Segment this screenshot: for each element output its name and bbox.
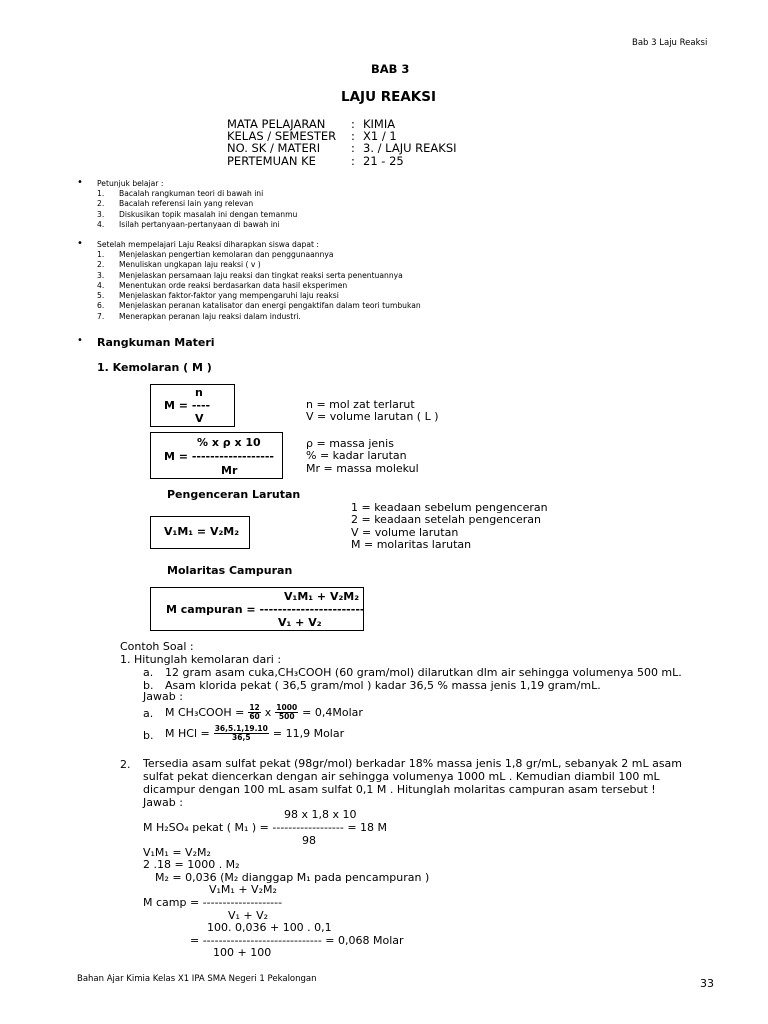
formula-lhs: M = ------------------ [164,450,274,463]
list-item: 2. Menuliskan ungkapan laju reaksi ( v ) [97,260,261,270]
answer-a-label: a. [143,707,154,720]
answer-b-label: b. [143,729,154,742]
info-block [227,117,527,166]
bullet-icon: • [77,335,83,346]
calc6-numerator: 100. 0,036 + 100 . 0,1 [207,921,332,934]
q1b-text: Asam klorida pekat ( 36,5 gram/mol ) kadar 36,5 % massa jenis 1,19 gram/mL. [165,679,601,692]
bullet-icon: • [77,238,83,249]
question-line: dicampur dengan 100 mL asam sulfat 0,1 M . Hitunglah molaritas campuran asam tersebut ! [143,782,656,796]
calc1-numerator: 98 x 1,8 x 10 [284,808,357,821]
bullet-icon: • [77,177,83,188]
fraction: $\frac{12}{60}$ [249,703,260,721]
formula-box-mixture [150,587,364,631]
question-line: sulfat pekat diencerkan dengan air sehingga volumenya 1000 mL . Kemudian diambil 100 mL [143,769,660,783]
list-item: 6. Menjelaskan peranan katalisator dan energi pengaktifan dalam teori tumbukan [97,301,421,311]
list-item: 2. Bacalah referensi lain yang relevan [97,199,254,209]
formula-numerator: % x ρ x 10 [197,436,261,449]
calc1-denominator: 98 [302,834,316,847]
legend-item: V = volume larutan [351,525,459,539]
formula-numerator: V₁M₁ + V₂M₂ [284,590,360,603]
question-2-text [143,758,682,796]
rangkuman-heading: Rangkuman Materi [97,336,215,349]
legend-item: 2 = keadaan setelah pengenceran [351,513,541,527]
info-row: MATA PELAJARAN : KIMIA [227,117,396,131]
fraction: $\frac{1000}{500}$ [276,703,298,721]
contoh-heading: Contoh Soal : [120,640,194,653]
legend-item: 1 = keadaan sebelum pengenceran [351,501,548,514]
answer-b [165,725,344,742]
q1a-text: 12 gram asam cuka,CH₃COOH (60 gram/mol) dilarutkan dlm air sehingga volumenya 500 mL. [165,666,682,679]
page-number: 33 [700,977,714,990]
info-row: KELAS / SEMESTER : X1 / 1 [227,129,397,144]
list-item: 4. Isilah pertanyaan-pertanyaan di bawah ini [97,219,280,229]
legend-item: n = mol zat terlarut [306,398,415,411]
formula-box-dilution [150,516,250,549]
list-item: 5. Menjelaskan faktor-faktor yang mempengaruhi laju reaksi [97,291,339,301]
answer-a [165,704,363,721]
info-row: PERTEMUAN KE : 21 - 25 [227,153,404,168]
formula-lhs: M campuran = ----------------------- [166,603,365,616]
answer-b-lhs: M HCl = [165,727,210,740]
formula-denominator: V₁ + V₂ [278,616,322,629]
calc5-numerator: V₁M₁ + V₂M₂ [209,883,277,896]
question-1: 1. Hitunglah kemolaran dari : [120,653,282,666]
calc6-lhs: = ------------------------------ = 0,068 Molar [190,934,404,947]
formula-denominator: Mr [221,464,238,477]
answer-a-lhs: M CH₃COOH = [165,706,245,719]
calc5-lhs: M camp = -------------------- [143,896,283,909]
legend-item: Mr = massa molekul [306,461,419,475]
formula-box-density [150,432,283,479]
formula-box-molarity [150,384,235,427]
kemolaran-heading: 1. Kemolaran ( M ) [97,361,212,374]
jawab-label: Jawab : [143,796,183,809]
question-line: Tersedia asam sulfat pekat (98gr/mol) berkadar 18% massa jenis 1,8 gr/mL, sebanyak 2 mL asam [143,757,683,770]
calc1-lhs: M H₂SO₄ pekat ( M₁ ) = ------------------ = 18 M [143,821,388,834]
info-row: NO. SK / MATERI : 3. / LAJU REAKSI [227,141,457,156]
list-item: 7. Menerapkan peranan laju reaksi dalam industri. [97,311,301,321]
fraction: $\frac{36,5.1,19.10}{36,5}$ [214,724,268,742]
running-header: Bab 3 Laju Reaksi [632,38,708,48]
calc5-denominator: V₁ + V₂ [228,909,269,922]
tujuan-list [97,250,547,322]
calc3: 2 .18 = 1000 . M₂ [143,858,240,871]
footer-text: Bahan Ajar Kimia Kelas X1 IPA SMA Negeri 1 Pekalongan [77,974,317,984]
formula-denominator: V [195,412,204,425]
chapter-number: BAB 3 [371,62,410,76]
formula-numerator: n [195,386,203,399]
petunjuk-heading: Petunjuk belajar : [97,179,164,188]
calc6-denominator: 100 + 100 [213,946,272,959]
jawab-label: Jawab : [143,690,183,703]
list-item: 1. Menjelaskan pengertian kemolaran dan penggunaannya [97,250,334,259]
petunjuk-list [97,189,497,230]
legend-density [306,437,419,474]
legend-dilution [351,501,548,550]
question-2-number: 2. [120,758,131,771]
calc4: M₂ = 0,036 (M₂ dianggap M₁ pada pencampuran ) [155,871,430,884]
answer-a-result: = 0,4Molar [302,706,363,719]
legend-item: M = molaritas larutan [351,537,472,551]
campuran-heading: Molaritas Campuran [167,564,293,577]
legend-item: ρ = massa jenis [306,437,394,450]
q1a-label: a. [143,666,154,679]
formula-text: V₁M₁ = V₂M₂ [164,525,240,538]
chapter-title: LAJU REAKSI [341,89,437,105]
list-item: 4. Menentukan orde reaksi berdasarkan data hasil eksperimen [97,280,348,290]
times-sign: x [264,706,272,719]
q1b-label: b. [143,679,154,692]
legend-item: % = kadar larutan [306,449,407,463]
tujuan-heading: Setelah mempelajari Laju Reaksi diharapkan siswa dapat : [97,240,319,249]
legend-molarity [306,398,439,423]
list-item: 3. Menjelaskan persamaan laju reaksi dan tingkat reaksi serta penentuannya [97,270,403,280]
answer-b-result: = 11,9 Molar [272,727,345,740]
calc2: V₁M₁ = V₂M₂ [143,846,211,859]
list-item: 3. Diskusikan topik masalah ini dengan temanmu [97,209,298,219]
list-item: 1. Bacalah rangkuman teori di bawah ini [97,189,264,198]
pengenceran-heading: Pengenceran Larutan [167,488,301,501]
legend-item: V = volume larutan ( L ) [306,410,439,424]
formula-lhs: M = ---- [164,399,211,412]
